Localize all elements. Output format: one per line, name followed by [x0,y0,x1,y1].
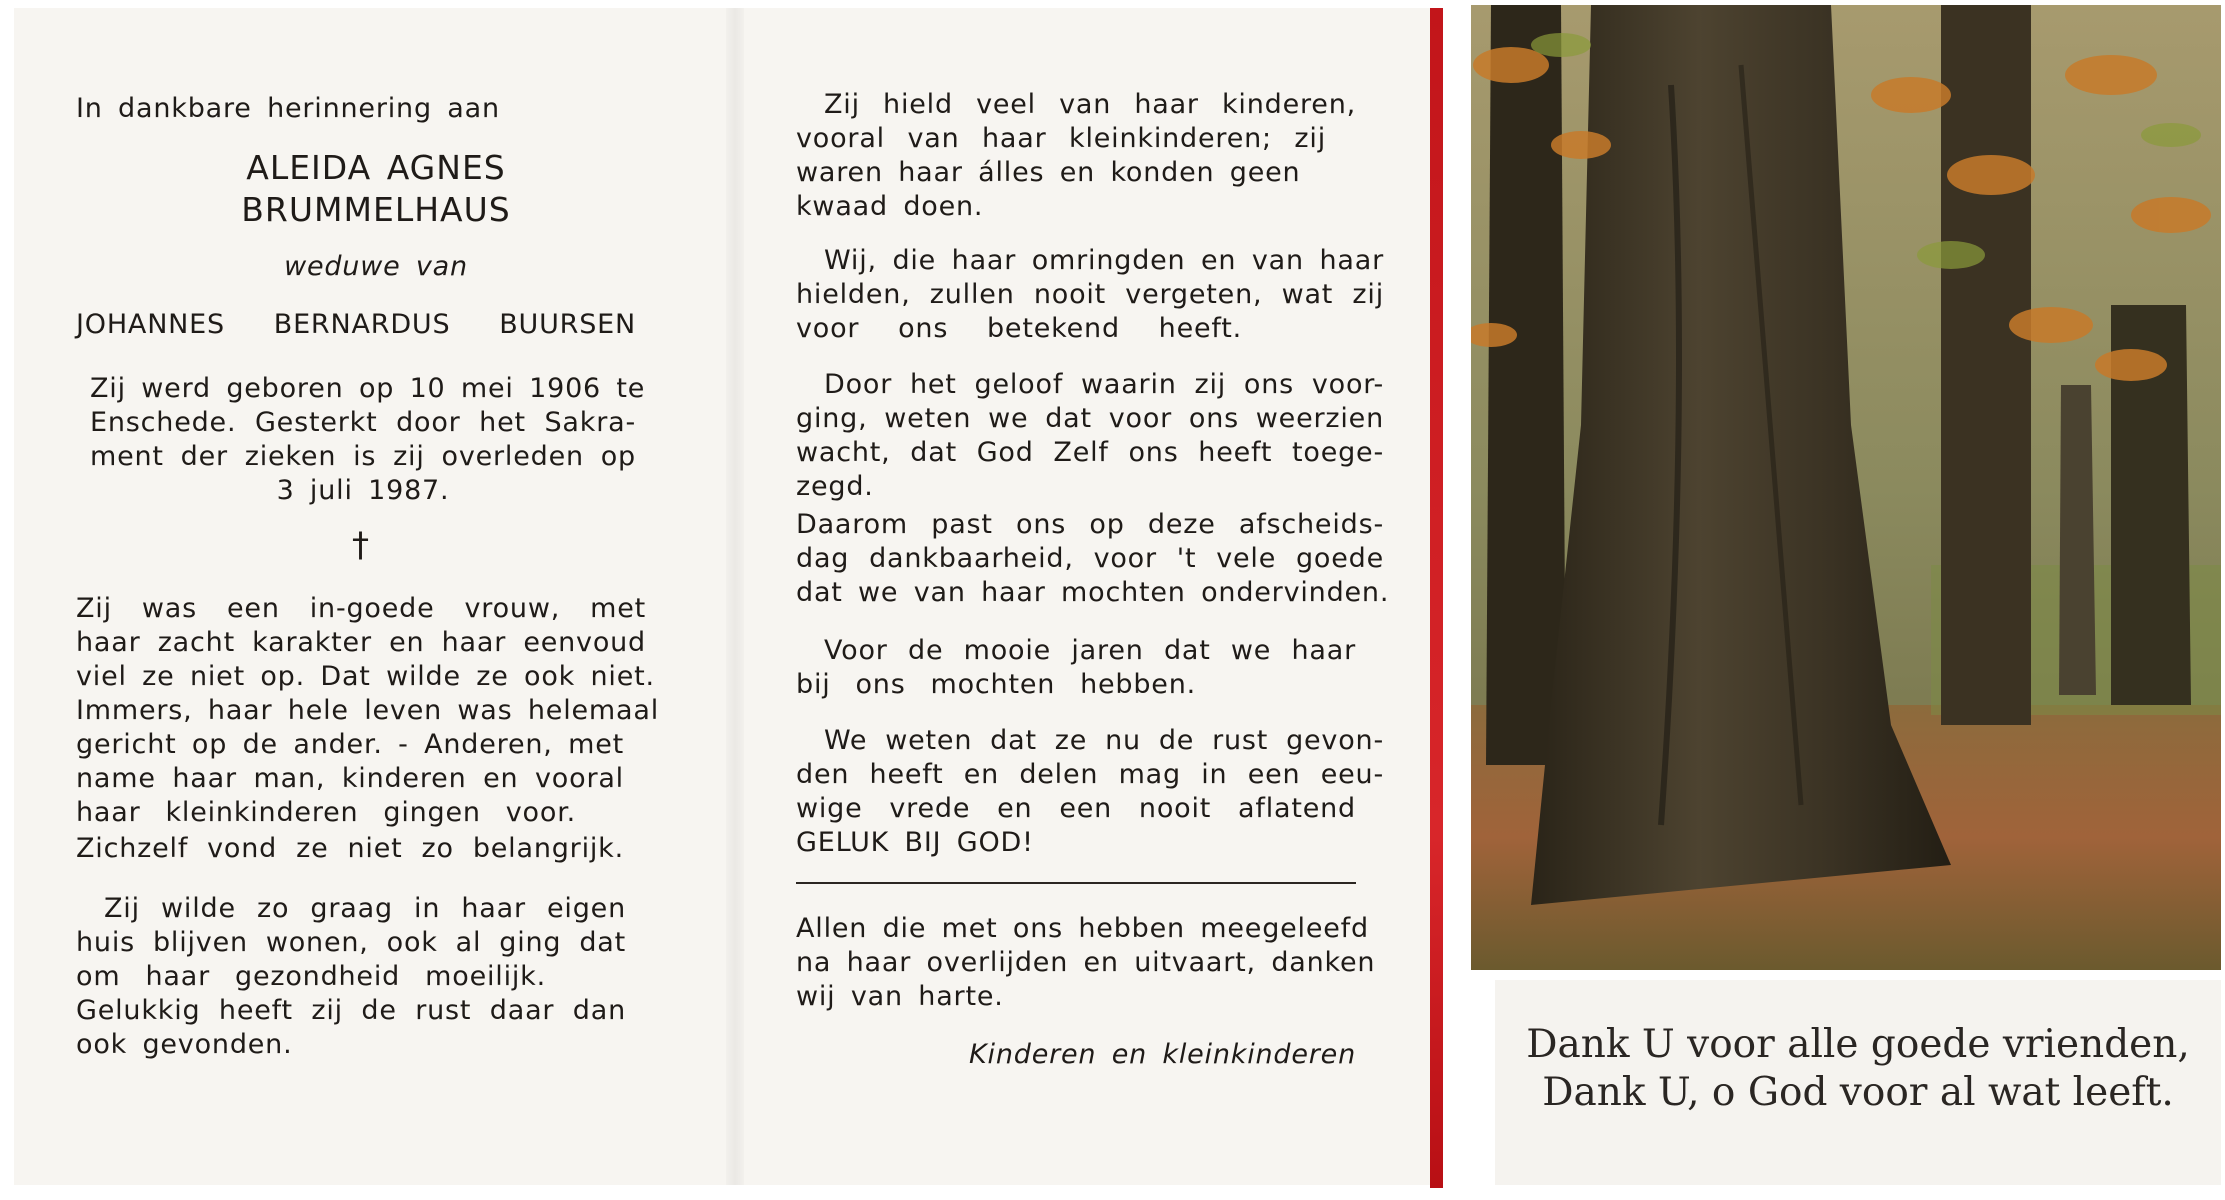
text-line-11: zegd. [796,471,874,502]
deceased-surname: BRUMMELHAUS [241,190,511,229]
bio-line-6: name haar man, kinderen en vooral [76,763,624,794]
widow-of-label: weduwe van [284,251,468,282]
text-line-12: Daarom past ons op deze afscheids- [796,509,1384,540]
forest-tree-photo [1471,5,2221,970]
text-line-17: We weten dat ze nu de rust gevon- [824,725,1384,756]
bio-line-3: viel ze niet op. Dat wilde ze ook niet. [76,661,655,692]
caption-area [1495,980,2221,1185]
text-line-14: dat we van haar mochten ondervinden. [796,577,1390,608]
home-line-4: Gelukkig heeft zij de rust daar dan [76,995,626,1026]
death-date: 3 juli 1987. [276,475,450,506]
signature-line: Kinderen en kleinkinderen [969,1039,1356,1070]
home-line-5: ook gevonden. [76,1029,293,1060]
thanks-line-1: Allen die met ons hebben meegeleefd [796,913,1369,944]
memorial-card-inside [14,8,1437,1185]
birth-death-line-1: Zij werd geboren op 10 mei 1906 te [90,373,646,404]
thanks-line-3: wij van harte. [796,981,1004,1012]
dedication-heading: In dankbare herinnering aan [76,93,500,124]
text-line-7: voor ons betekend heeft. [796,313,1242,344]
text-line-10: wacht, dat God Zelf ons heeft toege- [796,437,1384,468]
cross-icon: † [352,525,369,565]
bio-line-8: Zichzelf vond ze niet zo belangrijk. [76,833,624,864]
thanks-line-2: na haar overlijden en uitvaart, danken [796,947,1376,978]
deceased-first-names: ALEIDA AGNES [246,148,506,187]
spouse-name: JOHANNES BERNARDUS BUURSEN [76,309,636,340]
left-panel [14,8,726,1185]
bio-line-5: gericht op de ander. - Anderen, met [76,729,624,760]
caption-line-2: Dank U, o God voor al wat leeft. [1542,1070,2174,1115]
text-line-18: den heeft en delen mag in een eeu- [796,759,1384,790]
middle-panel [744,8,1437,1185]
text-line-2: vooral van haar kleinkinderen; zij [796,123,1326,154]
text-line-16: bij ons mochten hebben. [796,669,1196,700]
text-line-3: waren haar álles en konden geen [796,157,1301,188]
text-line-5: Wij, die haar omringden en van haar [824,245,1384,276]
text-line-1: Zij hield veel van haar kinderen, [824,89,1356,120]
home-line-3: om haar gezondheid moeilijk. [76,961,546,992]
red-card-edge [1430,8,1443,1188]
memorial-card-front [1443,5,2225,1192]
bio-line-4: Immers, haar hele leven was helemaal [76,695,660,726]
caption-line-1: Dank U voor alle goede vrienden, [1526,1022,2190,1067]
bio-line-1: Zij was een in-goede vrouw, met [76,593,646,624]
text-line-4: kwaad doen. [796,191,984,222]
birth-death-line-3: ment der zieken is zij overleden op [90,441,636,472]
text-line-20: GELUK BIJ GOD! [796,827,1034,858]
text-line-9: ging, weten we dat voor ons weerzien [796,403,1384,434]
text-line-13: dag dankbaarheid, voor 't vele goede [796,543,1384,574]
text-line-6: hielden, zullen nooit vergeten, wat zij [796,279,1384,310]
text-line-15: Voor de mooie jaren dat we haar [824,635,1356,666]
home-line-1: Zij wilde zo graag in haar eigen [104,893,626,924]
home-line-2: huis blijven wonen, ook al ging dat [76,927,626,958]
text-line-8: Door het geloof waarin zij ons voor- [824,369,1384,400]
divider-rule [796,882,1356,884]
text-line-19: wige vrede en een nooit aflatend [796,793,1356,824]
card-fold [726,8,744,1185]
bio-line-2: haar zacht karakter en haar eenvoud [76,627,646,658]
birth-death-line-2: Enschede. Gesterkt door het Sakra- [90,407,636,438]
bio-line-7: haar kleinkinderen gingen voor. [76,797,576,828]
